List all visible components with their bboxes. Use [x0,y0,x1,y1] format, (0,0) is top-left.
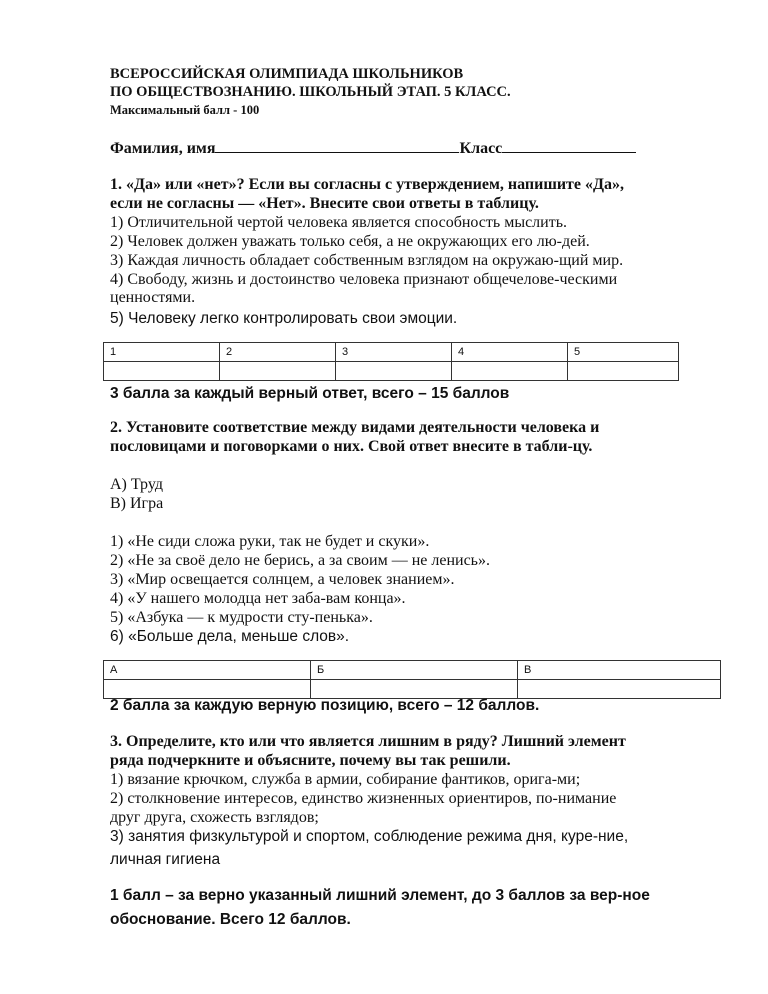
q1-header-cell: 5 [568,343,679,362]
q1-header-cell: 1 [104,343,220,362]
q1-header-cell: 3 [336,343,452,362]
q3-item: 1) вязание крючком, служба в армии, собирание фантиков, орига-ми; [110,771,581,788]
q2-proverb: 5) «Азбука — к мудрости сту-пенька». [110,609,373,626]
q1-table-header-row [104,343,679,362]
q2-header-cell: В [518,661,721,680]
q2-heading-line-1: 2. Установите соответствие между видами деятельности человека и [110,419,600,436]
q2-answer-table [103,660,721,699]
q2-table-answer-row [104,680,721,699]
q1-statement-continuation: ценностями. [110,289,196,306]
q1-answer-cell[interactable] [336,362,452,381]
q2-proverb: 4) «У нашего молодца нет заба-вам конца». [110,590,406,607]
q2-answer-cell[interactable] [311,680,518,699]
q1-answer-cell[interactable] [452,362,568,381]
q2-header-cell: Б [311,661,518,680]
q2-proverb: 2) «Не за своё дело не берись, а за своим — не ленись». [110,552,490,569]
class-field[interactable] [502,137,636,153]
q1-statement: 5) Человеку легко контролировать свои эмоции. [110,310,458,327]
q2-table-header-row [104,661,721,680]
q1-header-cell: 4 [452,343,568,362]
q2-proverb: 6) «Больше дела, меньше слов». [110,628,350,645]
q2-proverb: 1) «Не сиди сложа руки, так не будет и скуки». [110,533,430,550]
q1-heading-line-2: если не согласны — «Нет». Внесите свои ответы в таблицу. [110,195,539,212]
q3-scoring-line-1: 1 балл – за верно указанный лишний элемент, до 3 баллов за вер-ное [110,887,650,904]
q3-heading-line-2: ряда подчеркните и объясните, почему вы так решили. [110,752,511,769]
q2-option: А) Труд [110,476,163,493]
q2-answer-cell[interactable] [104,680,311,699]
q1-heading-line-1: 1. «Да» или «нет»? Если вы согласны с утверждением, напишите «Да», [110,176,625,193]
q2-scoring: 2 балла за каждую верную позицию, всего – 12 баллов. [110,697,540,714]
q1-header-cell: 2 [220,343,336,362]
q1-statement: 4) Свободу, жизнь и достоинство человека признают общечелове-ческими [110,271,618,288]
olympiad-title-line-1: ВСЕРОССИЙСКАЯ ОЛИМПИАДА ШКОЛЬНИКОВ [110,66,464,82]
q3-item: 2) столкновение интересов, единство жизненных ориентиров, по-нимание [110,790,617,807]
q3-scoring-line-2: обоснование. Всего 12 баллов. [110,911,351,928]
olympiad-title-line-2: ПО ОБЩЕСТВОЗНАНИЮ. ШКОЛЬНЫЙ ЭТАП. 5 КЛАСС. [110,84,511,100]
q1-statement: 3) Каждая личность обладает собственным взглядом на окружаю-щий мир. [110,252,624,269]
class-label: Класс [459,140,503,157]
q1-answer-table [103,342,679,381]
student-info-row [110,137,636,158]
q1-answer-cell[interactable] [104,362,220,381]
q2-heading-line-2: пословицами и поговорками о них. Свой ответ внесите в табли-цу. [110,438,593,455]
q3-item: 3) занятия физкультурой и спортом, соблюдение режима дня, куре-ние, [110,828,629,845]
name-field[interactable] [215,137,459,153]
q1-scoring: 3 балла за каждый верный ответ, всего – 15 баллов [110,385,510,402]
q2-option: В) Игра [110,495,164,512]
q1-answer-cell[interactable] [220,362,336,381]
q1-statement: 2) Человек должен уважать только себя, а не окружающих его лю-дей. [110,233,590,250]
q1-table-answer-row [104,362,679,381]
q2-answer-cell[interactable] [518,680,721,699]
q2-proverb: 3) «Мир освещается солнцем, а человек знанием». [110,571,455,588]
name-label: Фамилия, имя [110,140,216,157]
q3-item-continuation: друг друга, схожесть взглядов; [110,809,319,826]
q3-item-continuation: личная гигиена [110,851,221,868]
q1-answer-cell[interactable] [568,362,679,381]
q1-statement: 1) Отличительной чертой человека является способность мыслить. [110,214,568,231]
max-score: Максимальный балл - 100 [110,103,260,117]
q3-heading-line-1: 3. Определите, кто или что является лишним в ряду? Лишний элемент [110,733,626,750]
q2-header-cell: А [104,661,311,680]
